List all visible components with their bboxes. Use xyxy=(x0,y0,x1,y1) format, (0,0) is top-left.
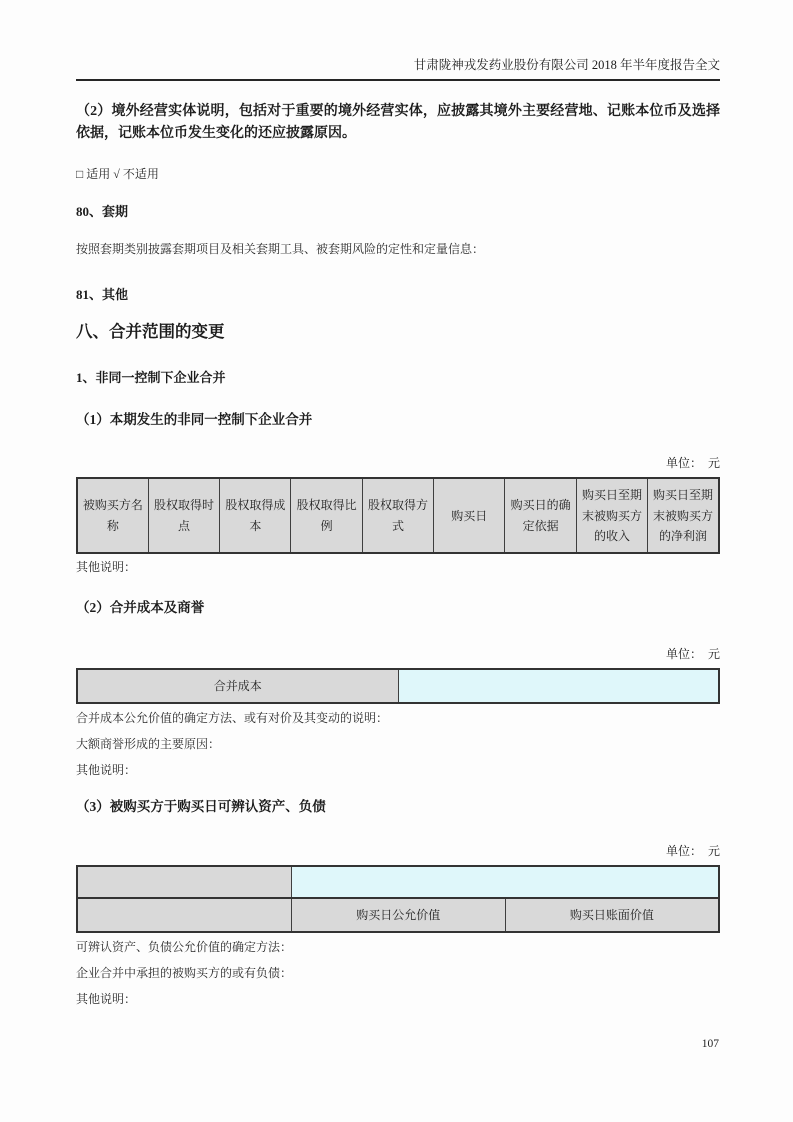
document-header xyxy=(76,0,720,81)
page-number: 107 xyxy=(701,1038,719,1050)
assets-other-note: 其他说明： xyxy=(76,992,137,1007)
cost-value-cell xyxy=(398,669,719,703)
heading-other-81: 81、其他 xyxy=(76,287,129,303)
unit-label-combination-table: 单位： 元 xyxy=(665,456,720,471)
large-goodwill-reason-note: 大额商誉形成的主要原因： xyxy=(76,737,221,752)
column-header-book-value-at-purchase-date: 购买日账面价值 xyxy=(505,898,719,932)
column-header-acquiree-net-profit: 购买日至期末被购买方的净利润 xyxy=(648,478,719,553)
cost-table-row xyxy=(77,669,719,703)
cost-fair-value-method-note: 合并成本公允价值的确定方法、或有对价及其变动的说明： xyxy=(76,711,389,726)
heading-cost-and-goodwill: （2）合并成本及商誉 xyxy=(76,600,205,616)
column-header-acquiree-revenue: 购买日至期末被购买方的收入 xyxy=(576,478,647,553)
applicability-note: □ 适用 √ 不适用 xyxy=(76,167,159,182)
cost-label-cell: 合并成本 xyxy=(77,669,398,703)
heading-chapter-8-consolidation-scope: 八、合并范围的变更 xyxy=(76,322,225,342)
unit-label-assets-table: 单位： 元 xyxy=(665,843,720,858)
cost-other-note: 其他说明： xyxy=(76,763,137,778)
identifiable-assets-table xyxy=(76,865,720,933)
overseas-entity-statement-heading: （2）境外经营实体说明，包括对于重要的境外经营实体，应披露其境外主要经营地、记账本位币及选择依据，记账本位币发生变化的还应披露原因。 xyxy=(76,103,720,142)
heading-identifiable-assets-liabilities: （3）被购买方于购买日可辨认资产、负债 xyxy=(76,799,326,815)
heading-hedging-80: 80、套期 xyxy=(76,204,129,220)
heading-current-period-combination: （1）本期发生的非同一控制下企业合并 xyxy=(76,411,313,427)
assets-table-top-row xyxy=(77,866,719,898)
combination-table-header-row xyxy=(77,478,719,553)
combination-other-note: 其他说明： xyxy=(76,560,137,575)
report-title: 甘肃陇神戎发药业股份有限公司 2018 年半年度报告全文 xyxy=(413,58,720,72)
business-combination-table xyxy=(76,477,720,554)
column-header-acquiree-name: 被购买方名称 xyxy=(77,478,148,553)
unit-label-cost-table: 单位： 元 xyxy=(665,646,720,661)
column-header-purchase-date-basis: 购买日的确定依据 xyxy=(505,478,576,553)
assets-value-header-cell xyxy=(291,866,719,898)
combination-cost-table xyxy=(76,668,720,704)
assets-row-label-cell xyxy=(77,898,291,932)
heading-non-common-control-combination: 1、非同一控制下企业合并 xyxy=(76,369,226,385)
column-header-equity-acquisition-cost: 股权取得成本 xyxy=(220,478,291,553)
column-header-equity-acquisition-method: 股权取得方式 xyxy=(362,478,433,553)
page-content xyxy=(76,0,720,1007)
column-header-equity-acquisition-time: 股权取得时点 xyxy=(148,478,219,553)
contingent-liabilities-note: 企业合并中承担的被购买方的或有负债： xyxy=(76,966,293,981)
assets-table-header-row xyxy=(77,898,719,932)
column-header-fair-value-at-purchase-date: 购买日公允价值 xyxy=(291,898,505,932)
assets-corner-cell xyxy=(77,866,291,898)
hedging-description: 按照套期类别披露套期项目及相关套期工具、被套期风险的定性和定量信息： xyxy=(76,242,485,257)
column-header-purchase-date: 购买日 xyxy=(434,478,505,553)
column-header-equity-acquisition-ratio: 股权取得比例 xyxy=(291,478,362,553)
assets-fair-value-method-note: 可辨认资产、负债公允价值的确定方法： xyxy=(76,940,293,955)
